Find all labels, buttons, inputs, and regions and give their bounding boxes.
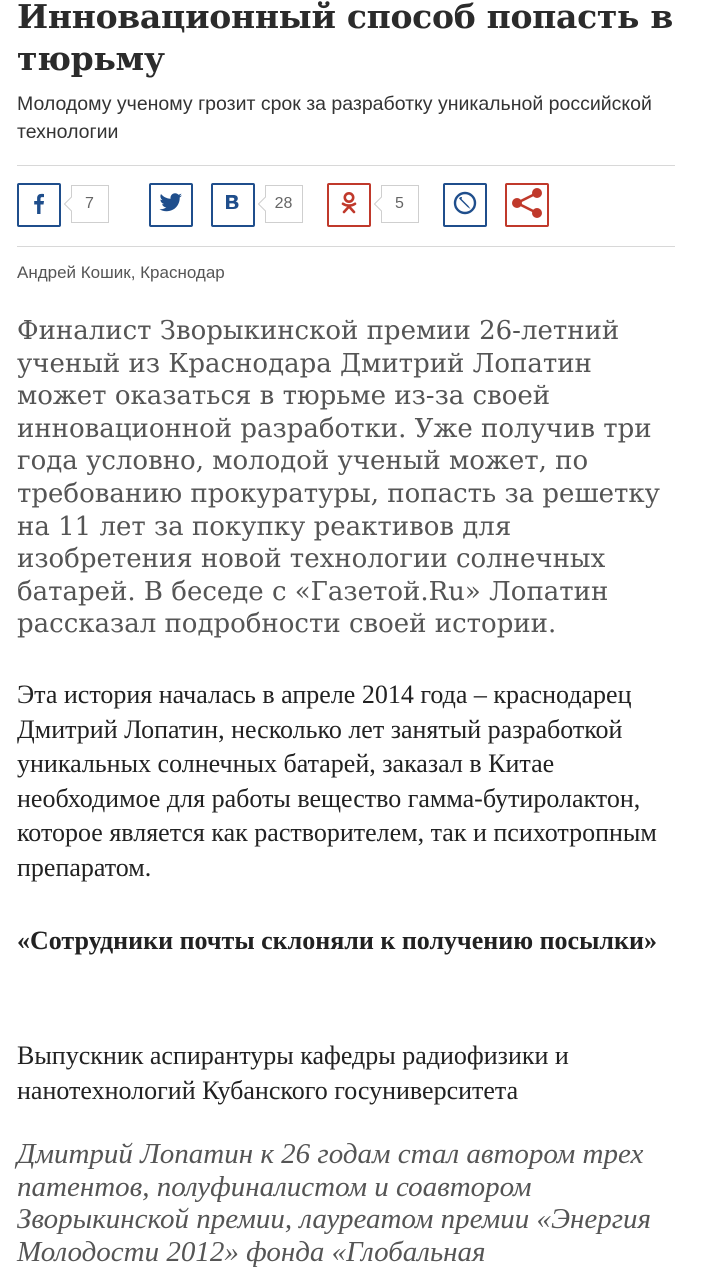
article-paragraph: Эта история началась в апреле 2014 года – краснодарец Дмитрий Лопатин, несколько лет занятый разработкой уникальных солнечных батарей, заказал в Китае необходимое для работы вещество гамма-бутиролактон, которое является как растворителем, так и психотропным препаратом. [17, 680, 657, 882]
divider-top [17, 165, 675, 166]
share-icon [510, 188, 544, 223]
facebook-share-button[interactable] [17, 183, 61, 227]
article-quote: Дмитрий Лопатин к 26 годам стал автором трех патентов, полуфиналистом и соавтором Зворыкинской премии, лауреатом премии «Энергия Молодости 2012» фонда «Глобальная [17, 1138, 652, 1268]
vk-share-count: 28 [265, 185, 303, 223]
article-lead: Финалист Зворыкинской премии 26-летний ученый из Краснодара Дмитрий Лопатин может оказаться в тюрьме из-за своей инновационной разработки. Уже получив три года условно, молодой ученый может, по требованию прокуратуры, попасть за решетку на 11 лет за покупку реактивов для изобретения новой технологии солнечных батарей. В беседе с «Газетой.Ru» Лопатин рассказал подробности своей истории. [17, 316, 660, 640]
article-byline: Андрей Кошик, Краснодар [17, 263, 225, 282]
vk-share-button[interactable] [211, 183, 255, 227]
facebook-share-count: 7 [71, 185, 109, 223]
odnoklassniki-icon [340, 191, 358, 220]
vk-icon [223, 193, 243, 218]
article-page [17, 0, 675, 1268]
share-button[interactable] [505, 183, 549, 227]
article-paragraph: Выпускник аспирантуры кафедры радиофизики и нанотехнологий Кубанского госуниверситета [17, 1041, 569, 1105]
livejournal-icon [453, 191, 477, 220]
livejournal-share-button[interactable] [443, 183, 487, 227]
twitter-share-button[interactable] [149, 183, 193, 227]
share-bar [17, 183, 675, 227]
article-headline: Инновационный способ попасть в тюрьму [17, 0, 673, 78]
odnoklassniki-share-button[interactable] [327, 183, 371, 227]
odnoklassniki-share-count: 5 [381, 185, 419, 223]
facebook-icon [29, 192, 49, 219]
article-subheading: «Сотрудники почты склоняли к получению посылки» [17, 926, 657, 955]
twitter-icon [159, 193, 183, 218]
article-subtitle: Молодому ученому грозит срок за разработку уникальной российской технологии [17, 93, 652, 143]
divider-bottom [17, 246, 675, 247]
